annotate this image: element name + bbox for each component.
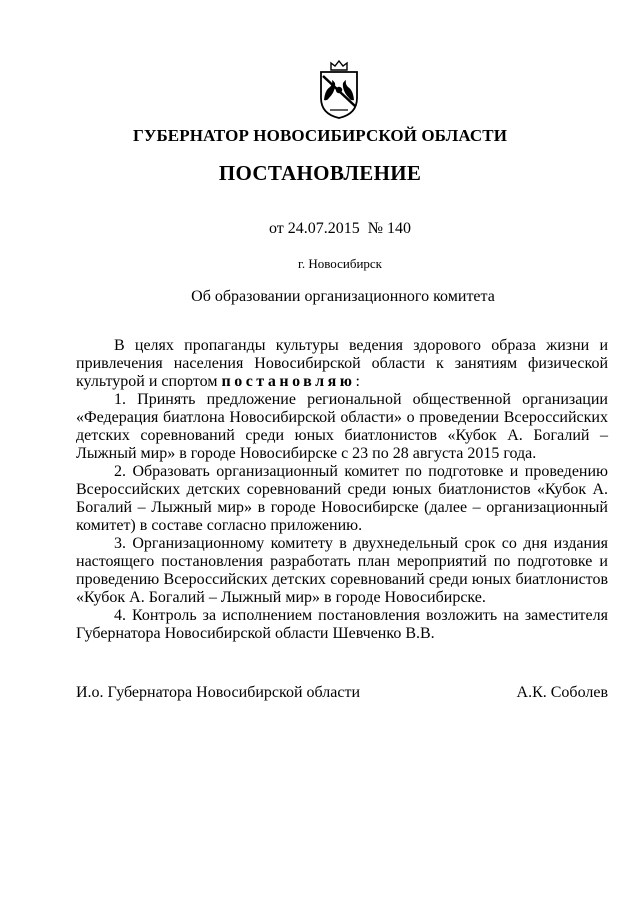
decree-colon: : bbox=[355, 373, 360, 390]
document-type-title: ПОСТАНОВЛЕНИЕ bbox=[218, 161, 422, 185]
preamble-text: В целях пропаганды культуры ведения здорового образа жизни и привлечения населения Новосибирской области к занятиям физической культурой и спортом bbox=[76, 337, 608, 390]
decree-word: постановляю bbox=[221, 373, 356, 390]
coat-of-arms-icon bbox=[312, 60, 366, 120]
document-date-number: от 24.07.2015 № 140 bbox=[268, 220, 412, 237]
document-subject: Об образовании организационного комитета bbox=[191, 288, 495, 305]
item-3-paragraph: 3. Организационному комитету в двухнедельный срок со дня издания настоящего постановления разработать план мероприятий по подготовке и проведению Всероссийских детских соревнований среди юных биатлонистов «Кубок А. Богалий – Лыжный мир» в городе Новосибирске. bbox=[76, 535, 608, 606]
issuing-authority: ГУБЕРНАТОР НОВОСИБИРСКОЙ ОБЛАСТИ bbox=[132, 126, 508, 145]
document-city: г. Новосибирск bbox=[297, 256, 382, 271]
signatory-name: А.К. Соболев bbox=[516, 684, 608, 701]
document-body bbox=[76, 337, 608, 643]
preamble-paragraph bbox=[76, 337, 608, 391]
item-4-paragraph: 4. Контроль за исполнением постановления возложить на заместителя Губернатора Новосибирской области Шевченко В.В. bbox=[76, 607, 608, 642]
item-2-paragraph: 2. Образовать организационный комитет по подготовке и проведению Всероссийских детских соревнований среди юных биатлонистов «Кубок А. Богалий – Лыжный мир» в городе Новосибирске (далее – организационный комитет) в составе согласно приложению. bbox=[76, 463, 608, 534]
item-1-paragraph: 1. Принять предложение региональной общественной организации «Федерация биатлона Новосибирской области» о проведении Всероссийских детских соревнований среди юных биатлонистов «Кубок А. Богалий – Лыжный мир» в городе Новосибирске с 23 по 28 августа 2015 года. bbox=[76, 391, 608, 462]
signatory-position: И.о. Губернатора Новосибирской области bbox=[76, 684, 361, 701]
